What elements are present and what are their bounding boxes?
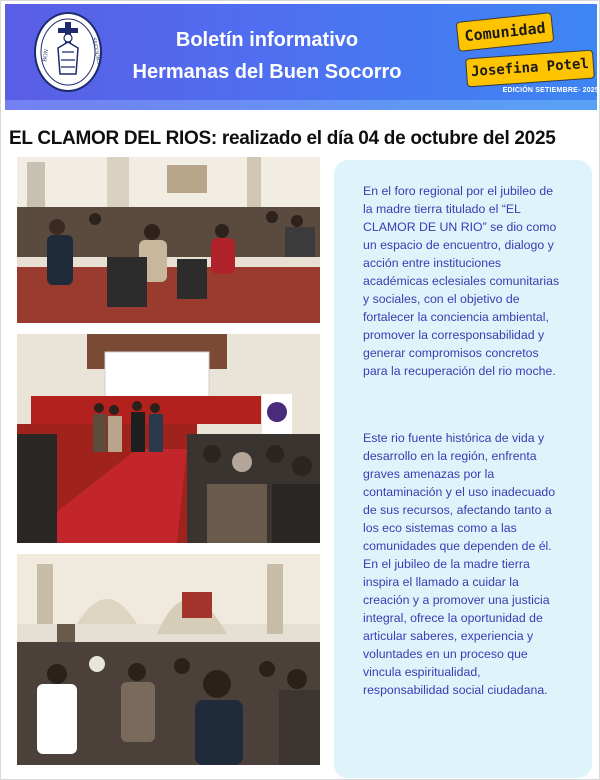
header-banner bbox=[5, 4, 597, 110]
badge-community: Comunidad bbox=[456, 12, 555, 52]
seal-text-right: SECOURS bbox=[90, 37, 102, 65]
seal-text-left: BON bbox=[42, 48, 51, 63]
photo-stage-panel bbox=[17, 334, 320, 543]
article-paragraph-1: En el foro regional por el jubileo de la madre tierra titulado el “EL CLAMOR DE UN RIO” se dio como un espacio de encuentro, dialogo y acción entre instituciones académicas eclesiales comunitarias y sociales, con el objetivo de fortalecer la conciencia ambiental, promover la corresponsabilidad y generar compromisos concretos para la recuperación del rio moche. bbox=[363, 184, 560, 378]
newsletter-title bbox=[97, 24, 437, 88]
title-line-1: Boletín informativo bbox=[175, 29, 359, 51]
bon-secours-seal-logo bbox=[34, 12, 102, 92]
edition-label: EDICIÓN SETIEMBRE- 2025 bbox=[502, 87, 599, 94]
photo-hall-wide bbox=[17, 554, 320, 765]
article-headline: EL CLAMOR DEL RIOS: realizado el día 04 de octubre del 2025 bbox=[9, 128, 556, 149]
article-paragraph-2: Este rio fuente histórica de vida y desarrollo en la región, enfrenta graves amenazas por la contaminación y el uso inadecuado de sus recursos, afectando tanto a los eco sistemas como a las comunidades que dependen de él. En el jubileo de la madre tierra inspira el llamado a cuidar la creación y a promover una justicia integral, ofrece la oportunidad de articular saberes, experiencia y voluntades en un proceso que vincula espiritualidad, responsabilidad social ciudadana. bbox=[363, 431, 556, 697]
photo-audience-seated bbox=[17, 157, 320, 323]
title-line-2: Hermanas del Buen Socorro bbox=[132, 61, 402, 83]
banner-bottom-stripe bbox=[5, 100, 597, 110]
badge-community-name: Josefina Potel bbox=[465, 50, 595, 88]
